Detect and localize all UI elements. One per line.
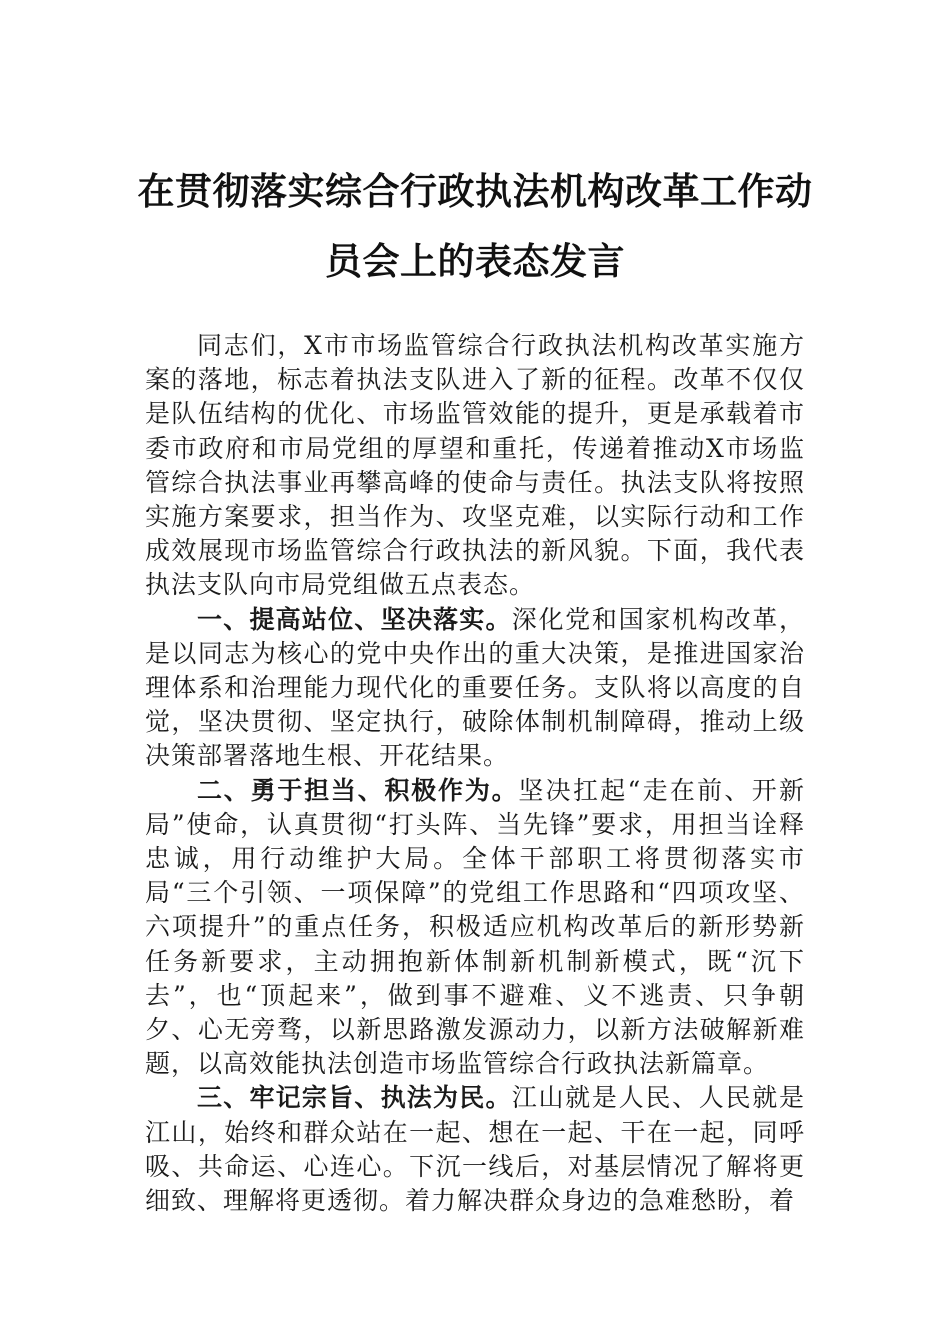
- paragraph-text: 同志们，X市市场监管综合行政执法机构改革实施方案的落地，标志着执法支队进入了新的征程。改革不仅仅是队伍结构的优化、市场监管效能的提升，更是承载着市委市政府和市局党组的厚望和重托，传递着推动X市场监管综合执法事业再攀高峰的使命与责任。执法支队将按照实施方案要求，担当作为、攻坚克难，以实际行动和工作成效展现市场监管综合行政执法的新风貌。下面，我代表执法支队向市局党组做五点表态。: [145, 331, 805, 600]
- paragraph-intro: [145, 329, 805, 603]
- paragraph-text: 坚决扛起“走在前、开新局”使命，认真贯彻“打头阵、当先锋”要求，用担当诠释忠诚，用行动维护大局。全体干部职工将贯彻落实市局“三个引领、一项保障”的党组工作思路和“四项攻坚、六项提升”的重点任务，积极适应机构改革后的新形势新任务新要求，主动拥抱新体制新机制新模式，既“沉下去”，也“顶起来”，做到事不避难、义不逃责、只争朝夕、心无旁骛，以新思路激发源动力，以新方法破解新难题，以高效能执法创造市场监管综合行政执法新篇章。: [145, 775, 805, 1079]
- paragraph-heading: 一、提高站位、坚决落实。: [197, 604, 512, 634]
- document-title-line-2: 员会上的表态发言: [325, 239, 625, 283]
- paragraph-heading: 三、牢记宗旨、执法为民。: [197, 1083, 512, 1113]
- paragraph-text: 江山就是人民、人民就是江山，始终和群众站在一起、想在一起、干在一起，同呼吸、共命运、心连心。下沉一线后，对基层情况了解将更细致、理解将更透彻。着力解决群众身边的急难愁盼，着: [145, 1083, 805, 1216]
- paragraph-point-1: [145, 603, 805, 774]
- paragraph-point-2: [145, 774, 805, 1082]
- paragraph-point-3: [145, 1081, 805, 1218]
- paragraph-heading: 二、勇于担当、积极作为。: [197, 775, 519, 805]
- document-body: [145, 329, 805, 1218]
- paragraph-text: 深化党和国家机构改革，是以同志为核心的党中央作出的重大决策，是推进国家治理体系和治理能力现代化的重要任务。支队将以高度的自觉，坚决贯彻、坚定执行，破除体制机制障碍，推动上级决策部署落地生根、开花结果。: [145, 604, 805, 771]
- document-title-line-1: 在贯彻落实综合行政执法机构改革工作动: [137, 169, 813, 213]
